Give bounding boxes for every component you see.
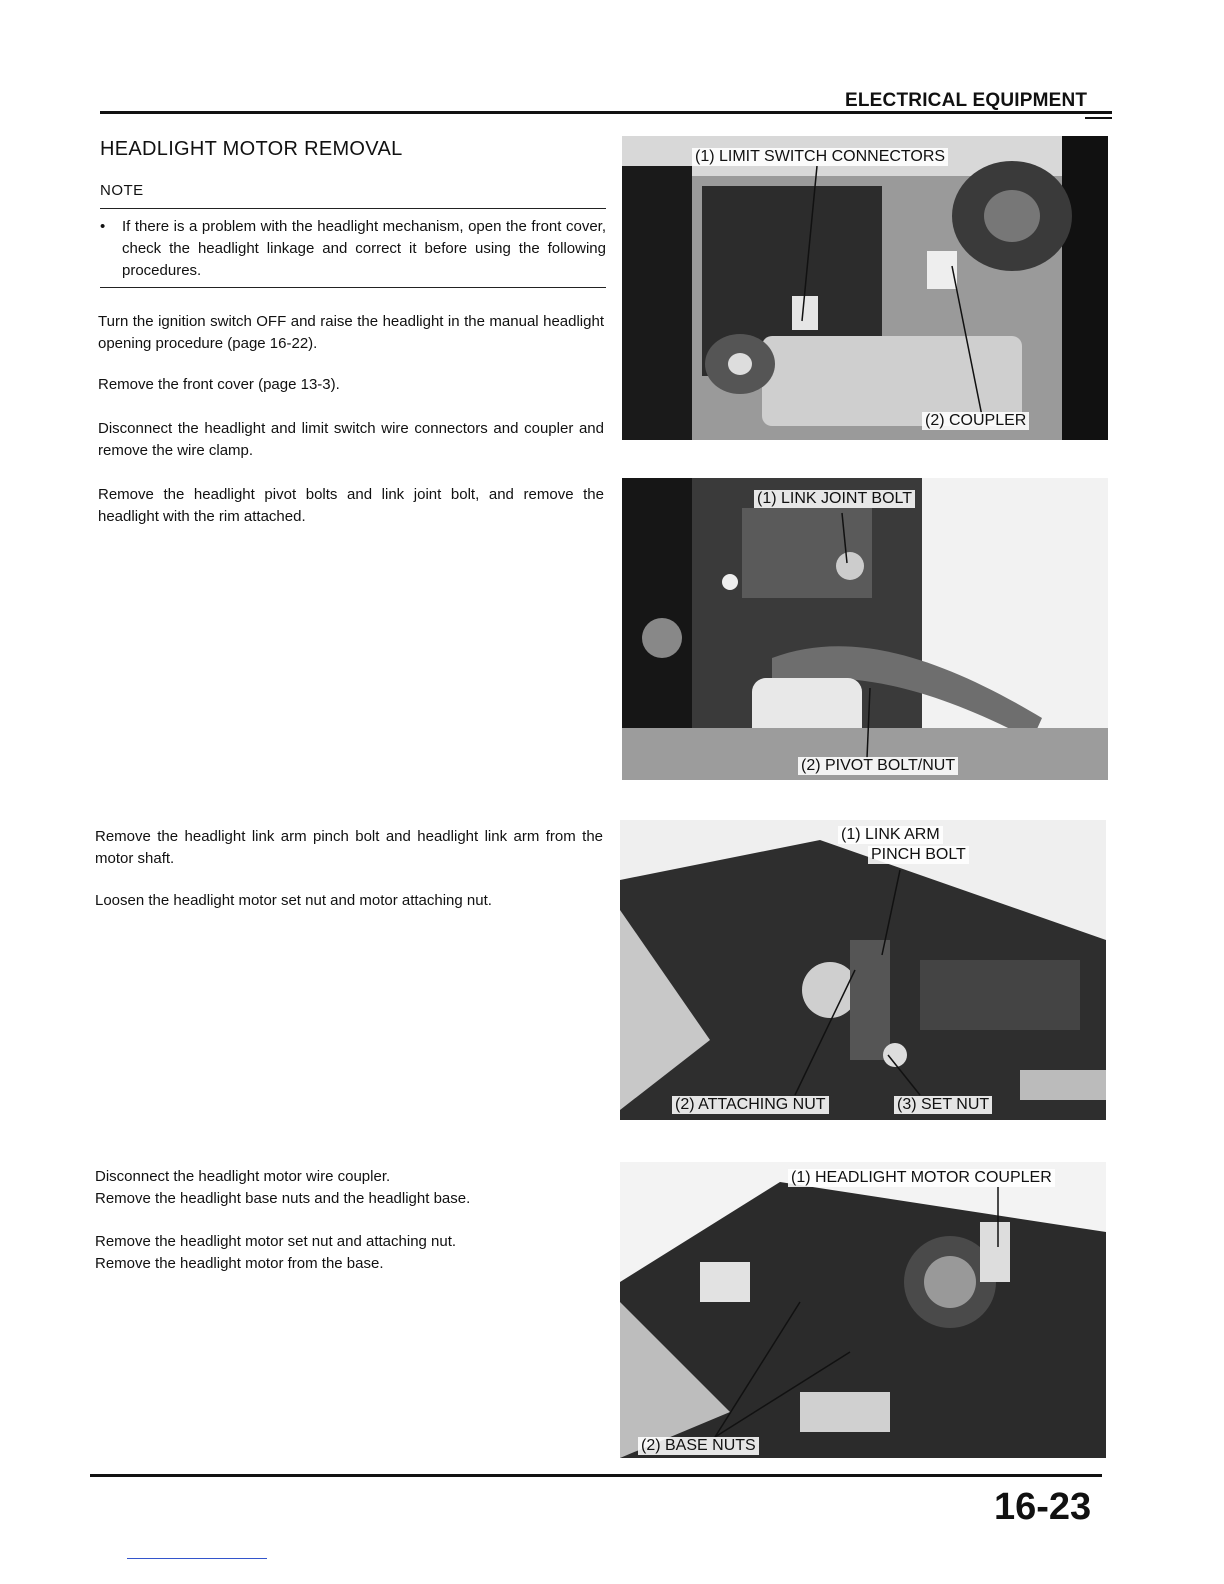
- header-rule: [100, 111, 1112, 114]
- step-line: Remove the headlight motor from the base.: [95, 1255, 384, 1272]
- callout-label: (3) SET NUT: [894, 1096, 992, 1114]
- callout-label: (1) LINK JOINT BOLT: [754, 490, 915, 508]
- step-paragraph: Remove the front cover (page 13-3).: [98, 376, 340, 393]
- footer-link-rule: [127, 1558, 267, 1559]
- step-paragraph: Disconnect the headlight and limit switch wire connectors and coupler and remove the wire clamp.: [98, 420, 604, 459]
- callout-label: (1) HEADLIGHT MOTOR COUPLER: [788, 1169, 1055, 1187]
- photo-engine-bay-4: [620, 1162, 1106, 1458]
- step-line: Disconnect the headlight motor wire coupler.: [95, 1168, 391, 1185]
- step-paragraph: [95, 1231, 603, 1275]
- note-label: NOTE: [100, 182, 144, 199]
- note-rule-bottom: [100, 287, 606, 288]
- page-number: 16-23: [994, 1486, 1092, 1528]
- step-line: Remove the headlight base nuts and the headlight base.: [95, 1190, 471, 1207]
- note-text: If there is a problem with the headlight mechanism, open the front cover, check the headlight linkage and correct it before using the following procedures.: [122, 218, 606, 279]
- figure-motor-coupler: [620, 1162, 1106, 1458]
- callout-label: (1) LINK ARM: [838, 826, 943, 844]
- step-paragraph: [95, 1166, 603, 1210]
- callout-label: (1) LIMIT SWITCH CONNECTORS: [692, 148, 948, 166]
- callout-label: (2) COUPLER: [922, 412, 1029, 430]
- callout-label: PINCH BOLT: [868, 846, 969, 864]
- step-line: Remove the headlight motor set nut and attaching nut.: [95, 1233, 457, 1250]
- figure-link-joint: [622, 478, 1108, 780]
- callout-label: (2) BASE NUTS: [638, 1437, 759, 1455]
- step-paragraph: Remove the headlight link arm pinch bolt and headlight link arm from the motor shaft.: [95, 828, 603, 867]
- section-title: ELECTRICAL EQUIPMENT: [845, 90, 1088, 111]
- photo-engine-bay-1: [622, 136, 1108, 440]
- step-paragraph: Loosen the headlight motor set nut and motor attaching nut.: [95, 892, 492, 909]
- figure-limit-switch: [622, 136, 1108, 440]
- callout-label: (2) PIVOT BOLT/NUT: [798, 757, 958, 775]
- photo-engine-bay-2: [622, 478, 1108, 780]
- step-paragraph: Remove the headlight pivot bolts and link joint bolt, and remove the headlight with the rim attached.: [98, 486, 604, 525]
- photo-engine-bay-3: [620, 820, 1106, 1120]
- figure-link-arm: [620, 820, 1106, 1120]
- header-rule-tail: [1085, 117, 1112, 119]
- bullet-mark: •: [100, 218, 106, 235]
- note-bullet-item: [100, 216, 606, 282]
- footer-rule: [90, 1474, 1102, 1477]
- callout-label: (2) ATTACHING NUT: [672, 1096, 829, 1114]
- step-paragraph: Turn the ignition switch OFF and raise the headlight in the manual headlight opening procedure (page 16-22).: [98, 313, 604, 352]
- note-rule-top: [100, 208, 606, 209]
- procedure-heading: HEADLIGHT MOTOR REMOVAL: [100, 138, 403, 160]
